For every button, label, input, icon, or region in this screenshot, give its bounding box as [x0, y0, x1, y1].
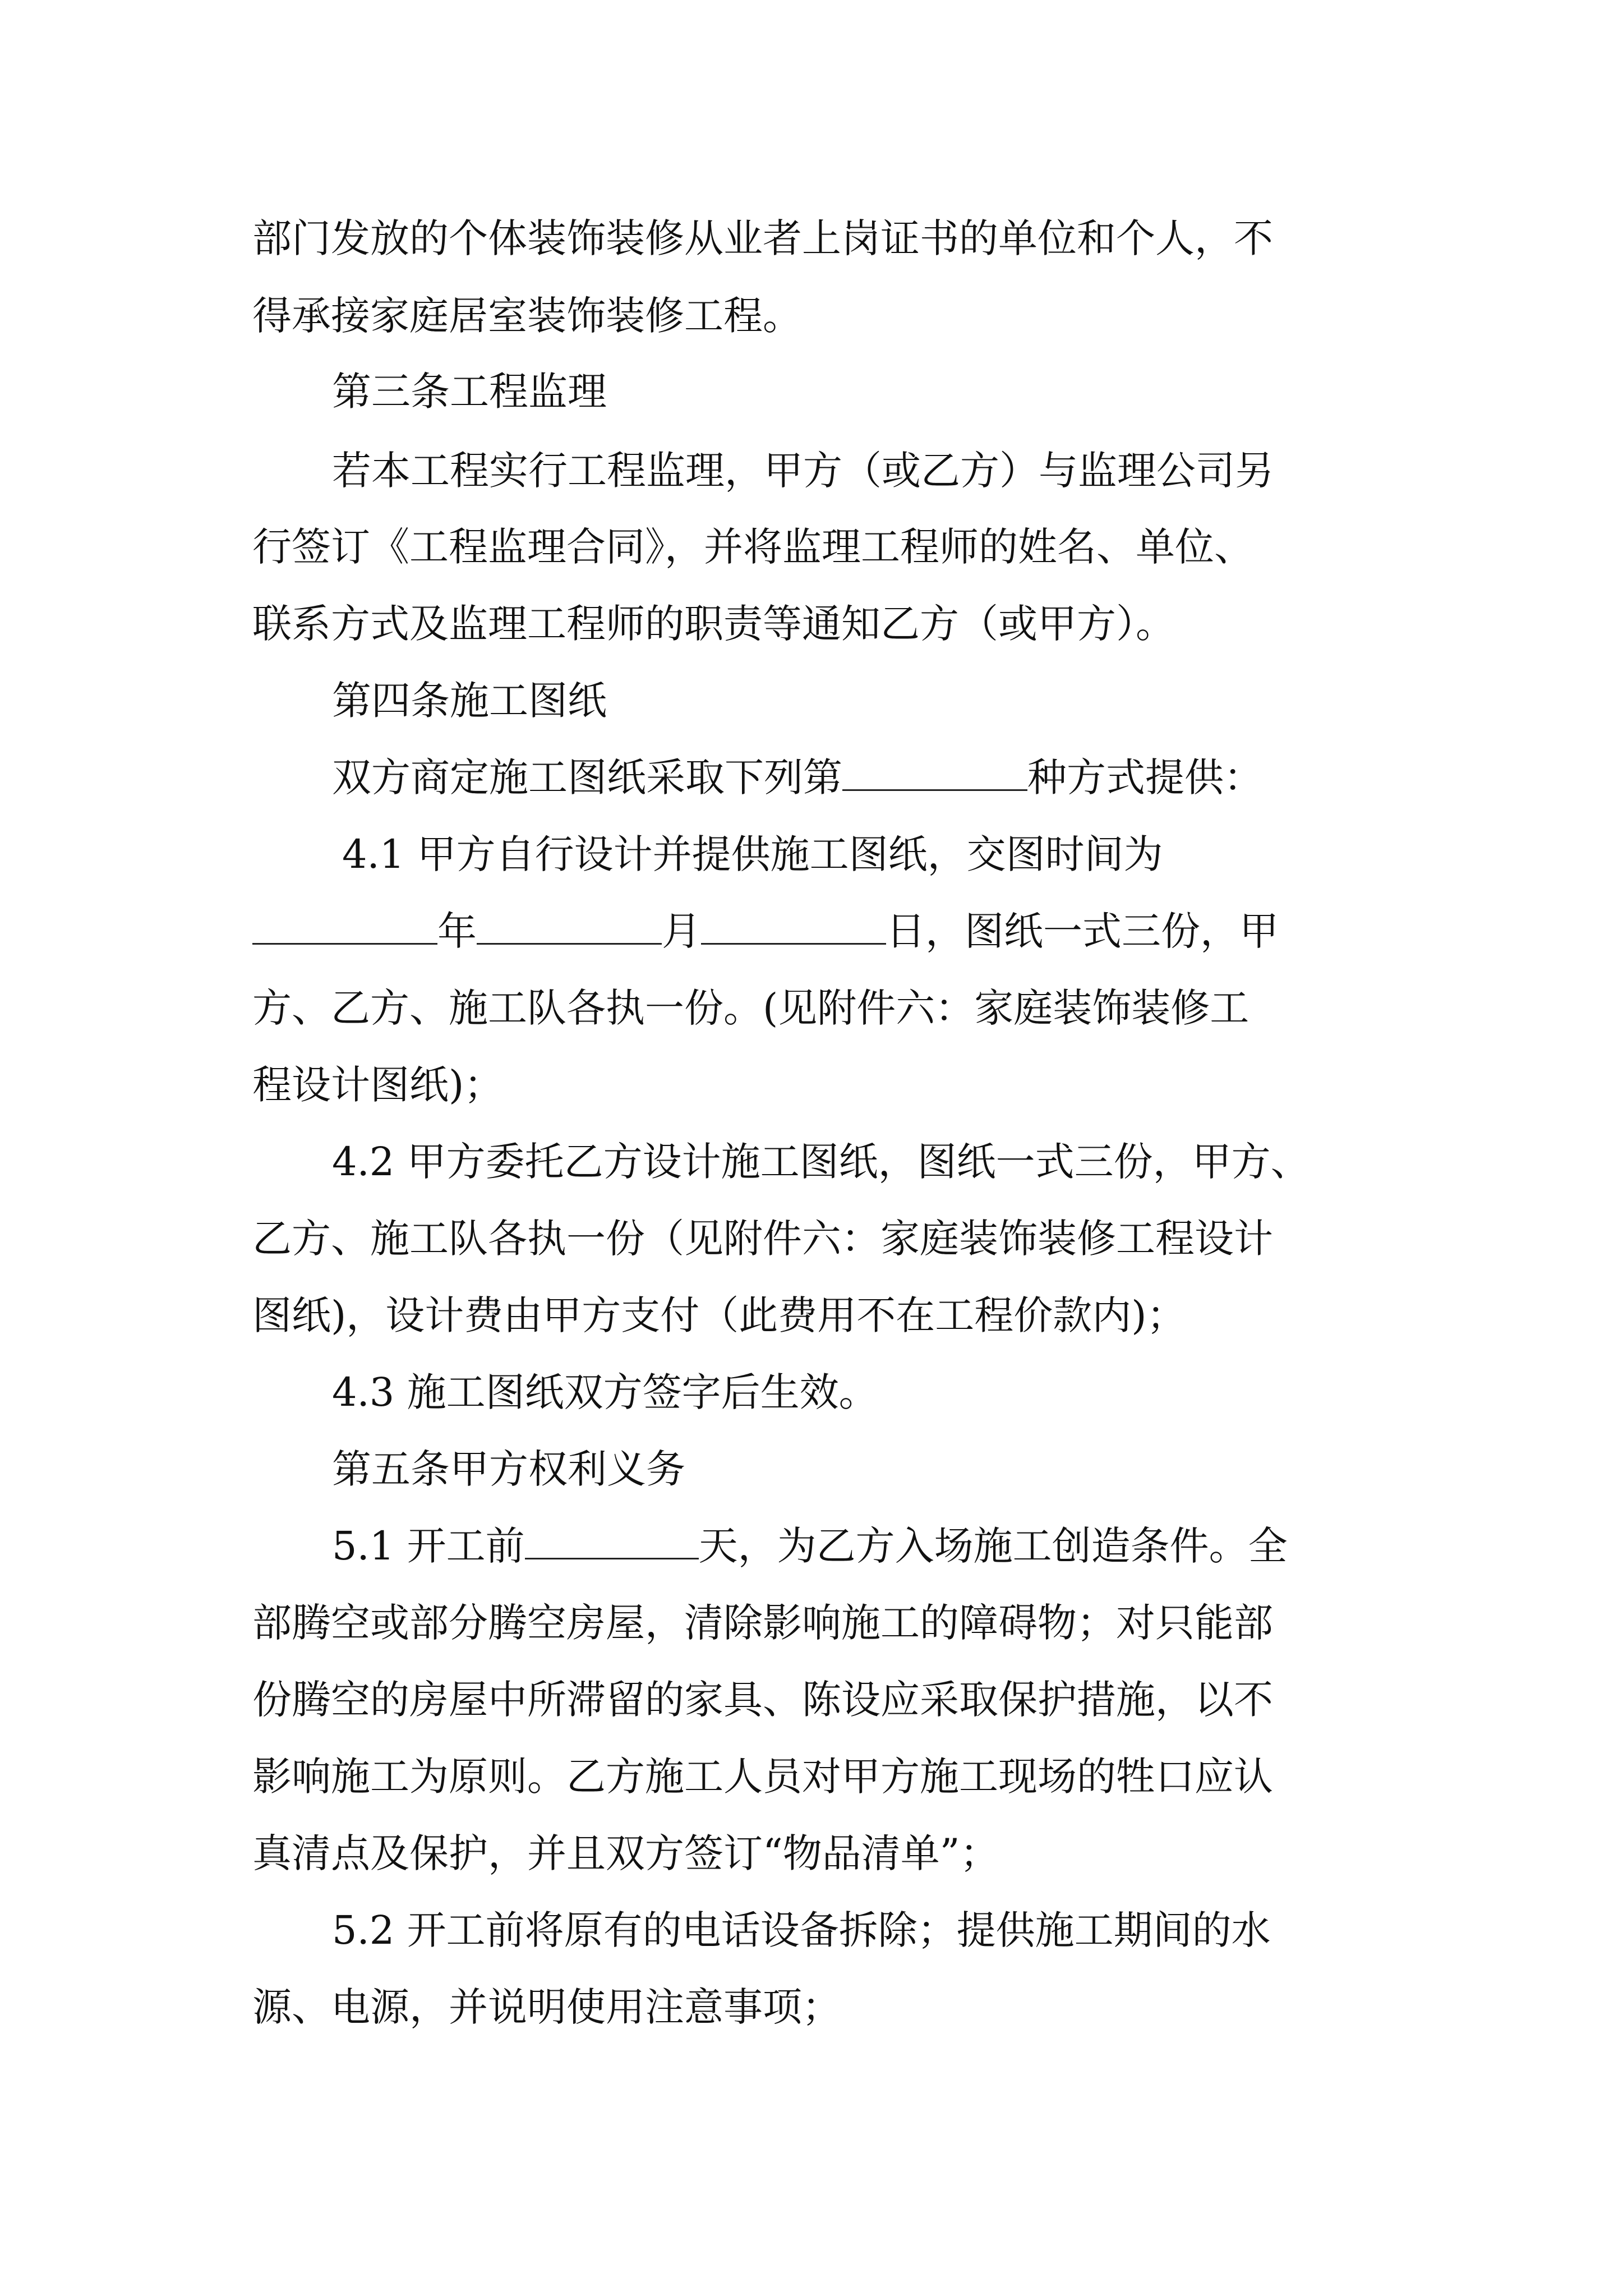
article-heading: 第三条工程监理	[332, 369, 607, 415]
text-line: 乙方、施工队各执一份（见附件六：家庭装饰装修工程设计	[252, 1216, 1273, 1262]
text-line: 5.2 开工前将原有的电话设备拆除；提供施工期间的水	[332, 1907, 1271, 1953]
fill-in-blank[interactable]	[842, 754, 1027, 791]
text-segment: 月	[662, 908, 701, 954]
text-line: 影响施工为原则。乙方施工人员对甲方施工现场的牲口应认	[252, 1754, 1273, 1800]
fill-in-blank-year[interactable]	[252, 908, 437, 945]
text-segment: 天，为乙方入场施工创造条件。全	[698, 1523, 1288, 1569]
fill-in-blank-days[interactable]	[525, 1523, 699, 1559]
text-line	[332, 1518, 1482, 1574]
text-line	[252, 903, 1402, 959]
fill-in-blank-month[interactable]	[477, 908, 662, 945]
text-line: 行签订《工程监理合同》，并将监理工程师的姓名、单位、	[252, 524, 1253, 570]
text-segment: 双方商定施工图纸采取下列第	[332, 754, 842, 800]
article-heading: 第四条施工图纸	[332, 678, 607, 724]
text-line: 图纸)，设计费由甲方支付（此费用不在工程价款内)；	[252, 1292, 1186, 1338]
text-line: 程设计图纸)；	[252, 1062, 504, 1108]
text-line: 若本工程实行工程监理，甲方（或乙方）与监理公司另	[332, 448, 1274, 494]
text-line: 部腾空或部分腾空房屋，清除影响施工的障碍物；对只能部	[252, 1600, 1273, 1646]
text-segment: 5.1 开工前	[332, 1523, 525, 1569]
text-segment: 种方式提供：	[1027, 754, 1263, 800]
text-line: 份腾空的房屋中所滞留的家具、陈设应采取保护措施，以不	[252, 1677, 1273, 1723]
text-line: 4.3 施工图纸双方签字后生效。	[332, 1369, 878, 1415]
text-line: 4.1 甲方自行设计并提供施工图纸，交图时间为	[342, 831, 1163, 877]
text-line: 部门发放的个体装饰装修从业者上岗证书的单位和个人，不	[252, 215, 1273, 261]
text-line: 方、乙方、施工队各执一份。(见附件六：家庭装饰装修工	[252, 985, 1249, 1031]
article-heading: 第五条甲方权利义务	[332, 1446, 685, 1492]
text-line: 联系方式及监理工程师的职责等通知乙方（或甲方）。	[252, 601, 1175, 647]
text-line: 得承接家庭居室装饰装修工程。	[252, 293, 802, 339]
text-segment: 日，图纸一式三份，甲	[886, 908, 1279, 954]
fill-in-blank-day[interactable]	[701, 908, 886, 945]
text-line: 真清点及保护，并且双方签订“物品清单”；	[252, 1830, 999, 1876]
text-line: 源、电源，并说明使用注意事项；	[252, 1984, 841, 2030]
text-line: 4.2 甲方委托乙方设计施工图纸，图纸一式三份，甲方、	[332, 1139, 1310, 1185]
text-line	[332, 749, 1482, 806]
text-segment: 年	[437, 908, 477, 954]
